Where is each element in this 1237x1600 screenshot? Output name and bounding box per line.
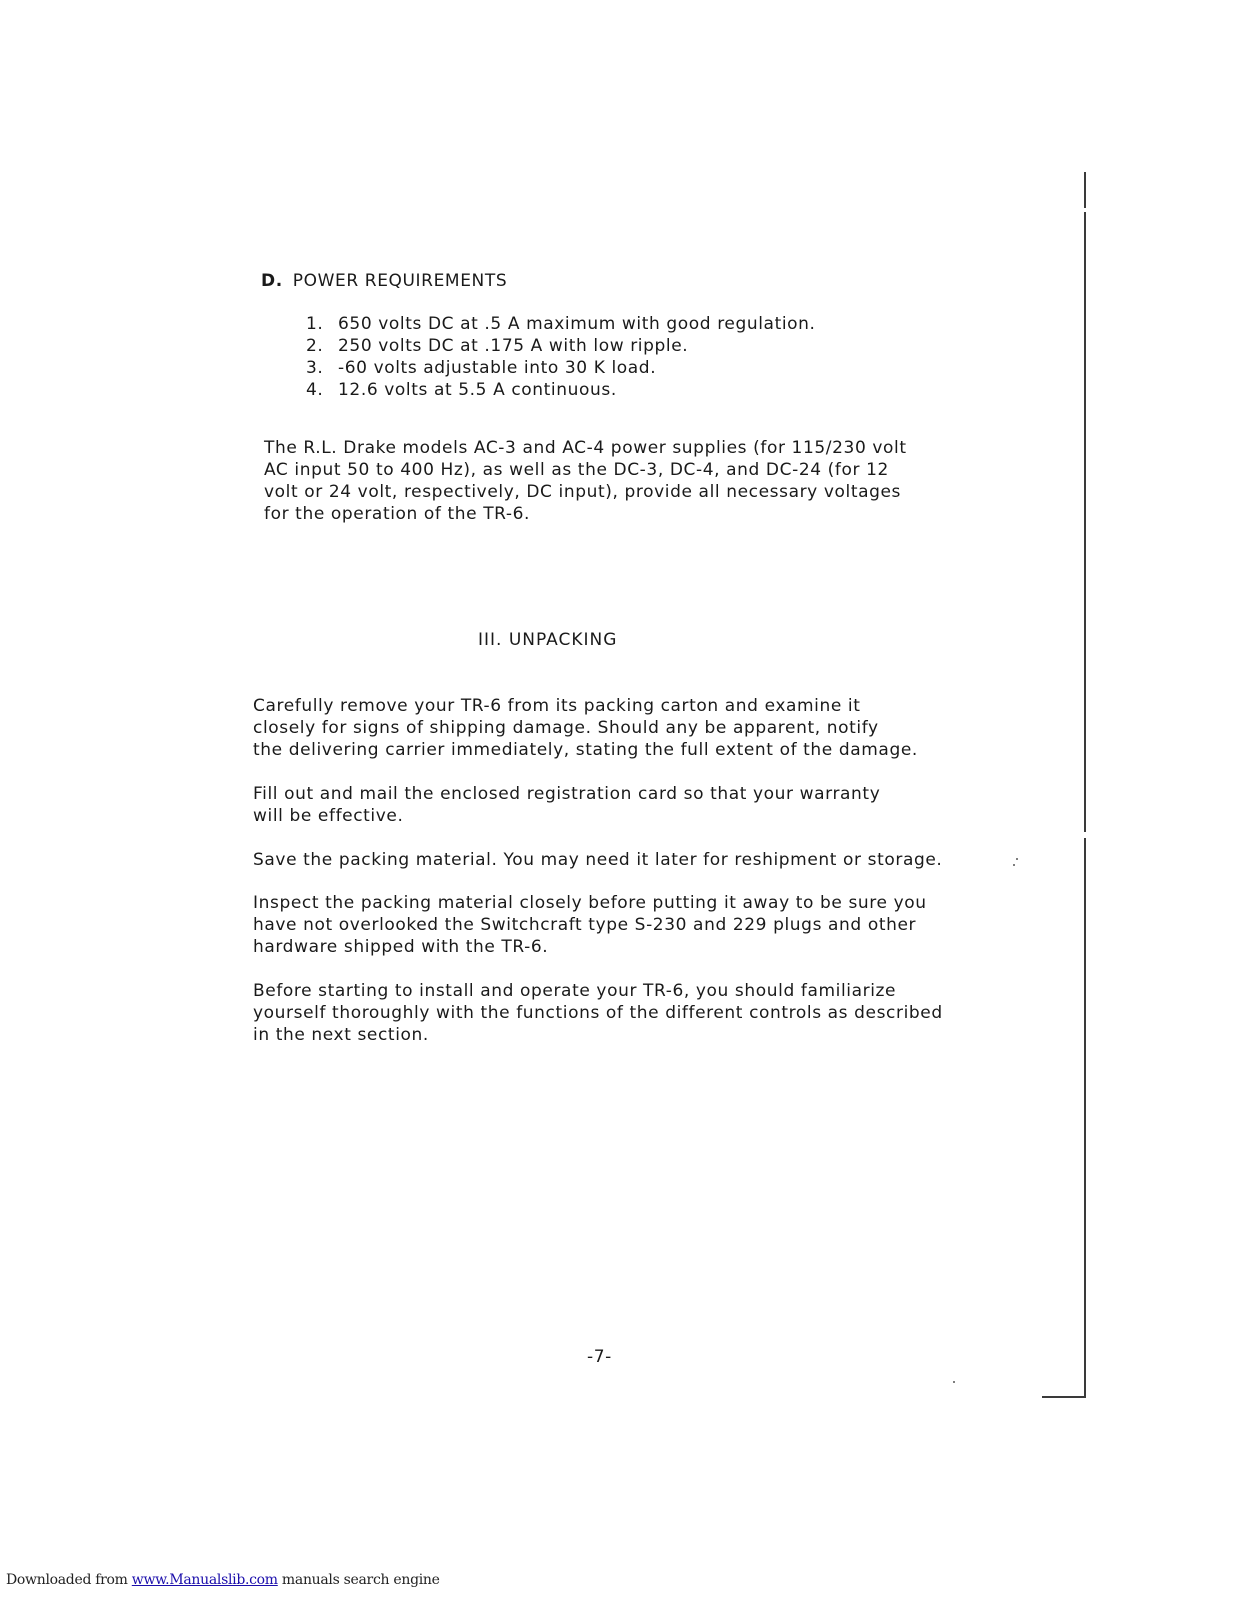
list-item-number: 2.	[306, 336, 324, 356]
power-requirements-list	[306, 313, 816, 401]
scan-margin-line	[1084, 212, 1086, 832]
page-number: -7-	[587, 1347, 612, 1367]
list-item	[306, 357, 816, 379]
list-item-number: 1.	[306, 314, 324, 334]
unpacking-paragraph-save-material: Save the packing material. You may need it later for reshipment or storage.	[253, 850, 943, 870]
section-title: POWER REQUIREMENTS	[292, 271, 508, 291]
scan-corner-line	[1042, 1396, 1086, 1398]
scan-speck	[1013, 864, 1015, 866]
section-heading-power-requirements	[261, 270, 507, 292]
list-item-number: 3.	[306, 358, 324, 378]
unpacking-paragraph-inspect-damage: Carefully remove your TR-6 from its packing carton and examine it closely for signs of shipping damage. Should any be apparent, notify the delivering carrier immediately, stating the full extent of the damage.	[253, 696, 918, 760]
section-letter: D.	[261, 271, 283, 291]
scan-margin-line	[1084, 172, 1086, 208]
list-item	[306, 335, 816, 357]
list-item-text: 12.6 volts at 5.5 A continuous.	[338, 380, 617, 400]
list-item	[306, 379, 816, 401]
scan-speck	[1016, 858, 1018, 860]
unpacking-paragraph-familiarize: Before starting to install and operate your TR-6, you should familiarize yourself thoroughly with the functions of the different controls as described in the next section.	[253, 981, 943, 1045]
list-item-text: 250 volts DC at .175 A with low ripple.	[338, 336, 689, 356]
list-item	[306, 313, 816, 335]
power-supplies-paragraph: The R.L. Drake models AC-3 and AC-4 power supplies (for 115/230 volt AC input 50 to 400 Hz), as well as the DC-3, DC-4, and DC-24 (for 12 volt or 24 volt, respectively, DC input), provide all necessary voltages for the operation of the TR-6.	[264, 438, 907, 524]
list-item-number: 4.	[306, 380, 324, 400]
unpacking-paragraph-plugs: Inspect the packing material closely before putting it away to be sure you have not overlooked the Switchcraft type S-230 and 229 plugs and other hardware shipped with the TR-6.	[253, 893, 927, 957]
download-footer	[6, 1572, 440, 1588]
scan-speck	[953, 1381, 955, 1383]
manualslib-link[interactable]: www.Manualslib.com	[131, 1572, 278, 1588]
unpacking-paragraph-registration: Fill out and mail the enclosed registration card so that your warranty will be effective.	[253, 784, 881, 826]
list-item-text: -60 volts adjustable into 30 K load.	[338, 358, 657, 378]
scan-margin-line	[1084, 838, 1086, 1398]
footer-prefix: Downloaded from	[6, 1572, 132, 1588]
list-item-text: 650 volts DC at .5 A maximum with good regulation.	[338, 314, 816, 334]
unpacking-heading: III. UNPACKING	[478, 630, 618, 650]
footer-suffix: manuals search engine	[277, 1572, 440, 1588]
